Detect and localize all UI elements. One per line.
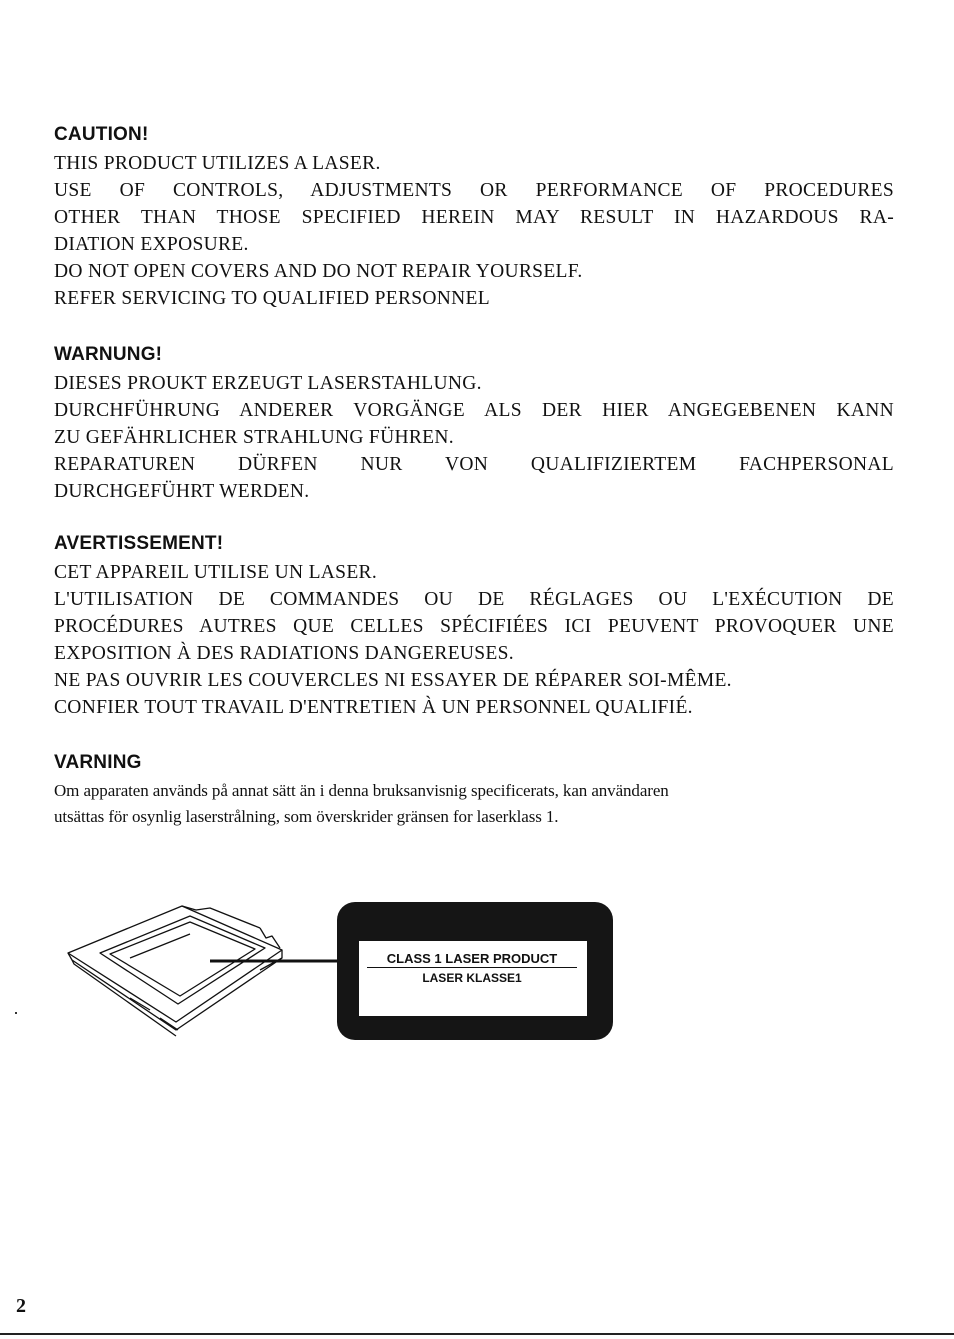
laser-class-label-line1: CLASS 1 LASER PRODUCT [367, 951, 577, 968]
avertissement-line: EXPOSITION À DES RADIATIONS DANGEREUSES. [54, 643, 514, 664]
varning-line: Om apparaten används på annat sätt än i denna bruksanvisnig specificerats, kan användaren [54, 781, 669, 800]
warnung-line: DURCHGEFÜHRT WERDEN. [54, 481, 310, 502]
avertissement-line: NE PAS OUVRIR LES COUVERCLES NI ESSAYER DE RÉPARER SOI-MÊME. [54, 670, 732, 691]
caution-line: DIATION EXPOSURE. [54, 234, 249, 255]
caution-line: OTHER THAN THOSE SPECIFIED HEREIN MAY RESULT IN HAZARDOUS RA- [54, 207, 894, 228]
varning-line: utsättas för osynlig laserstrålning, som överskrider gränsen for laserklass 1. [54, 807, 559, 826]
caution-line: DO NOT OPEN COVERS AND DO NOT REPAIR YOURSELF. [54, 261, 583, 282]
caution-line: USE OF CONTROLS, ADJUSTMENTS OR PERFORMANCE OF PROCEDURES [54, 180, 894, 201]
scan-speck [15, 1012, 17, 1014]
warnung-heading: WARNUNG! [54, 344, 163, 365]
footer-rule [0, 1333, 954, 1335]
avertissement-line: L'UTILISATION DE COMMANDES OU DE RÉGLAGES OU L'EXÉCUTION DE [54, 589, 894, 610]
caution-line: THIS PRODUCT UTILIZES A LASER. [54, 153, 381, 174]
warnung-line: DIESES PROUKT ERZEUGT LASERSTAHLUNG. [54, 373, 482, 394]
laser-class-label-panel [359, 941, 587, 1016]
laser-class-label [337, 902, 613, 1040]
avertissement-heading: AVERTISSEMENT! [54, 533, 224, 554]
warnung-line: DURCHFÜHRUNG ANDERER VORGÄNGE ALS DER HIER ANGEGEBENEN KANN [54, 400, 894, 421]
avertissement-line: CET APPAREIL UTILISE UN LASER. [54, 562, 378, 583]
caution-line: REFER SERVICING TO QUALIFIED PERSONNEL [54, 288, 490, 309]
avertissement-section [54, 531, 894, 721]
warnung-line: ZU GEFÄHRLICHER STRAHLUNG FÜHREN. [54, 427, 454, 448]
avertissement-line: CONFIER TOUT TRAVAIL D'ENTRETIEN À UN PERSONNEL QUALIFIÉ. [54, 697, 693, 718]
caution-section [54, 122, 894, 312]
varning-section [54, 750, 894, 830]
page-number: 2 [16, 1295, 26, 1317]
laser-class-label-line2: LASER KLASSE1 [422, 971, 522, 985]
warnung-section [54, 342, 894, 505]
warnung-line: REPARATUREN DÜRFEN NUR VON QUALIFIZIERTEM FACHPERSONAL [54, 454, 894, 475]
avertissement-line: PROCÉDURES AUTRES QUE CELLES SPÉCIFIÉES ICI PEUVENT PROVOQUER UNE [54, 616, 894, 637]
optical-drive-illustration [60, 898, 350, 1038]
varning-heading: VARNING [54, 752, 142, 773]
caution-heading: CAUTION! [54, 124, 149, 145]
